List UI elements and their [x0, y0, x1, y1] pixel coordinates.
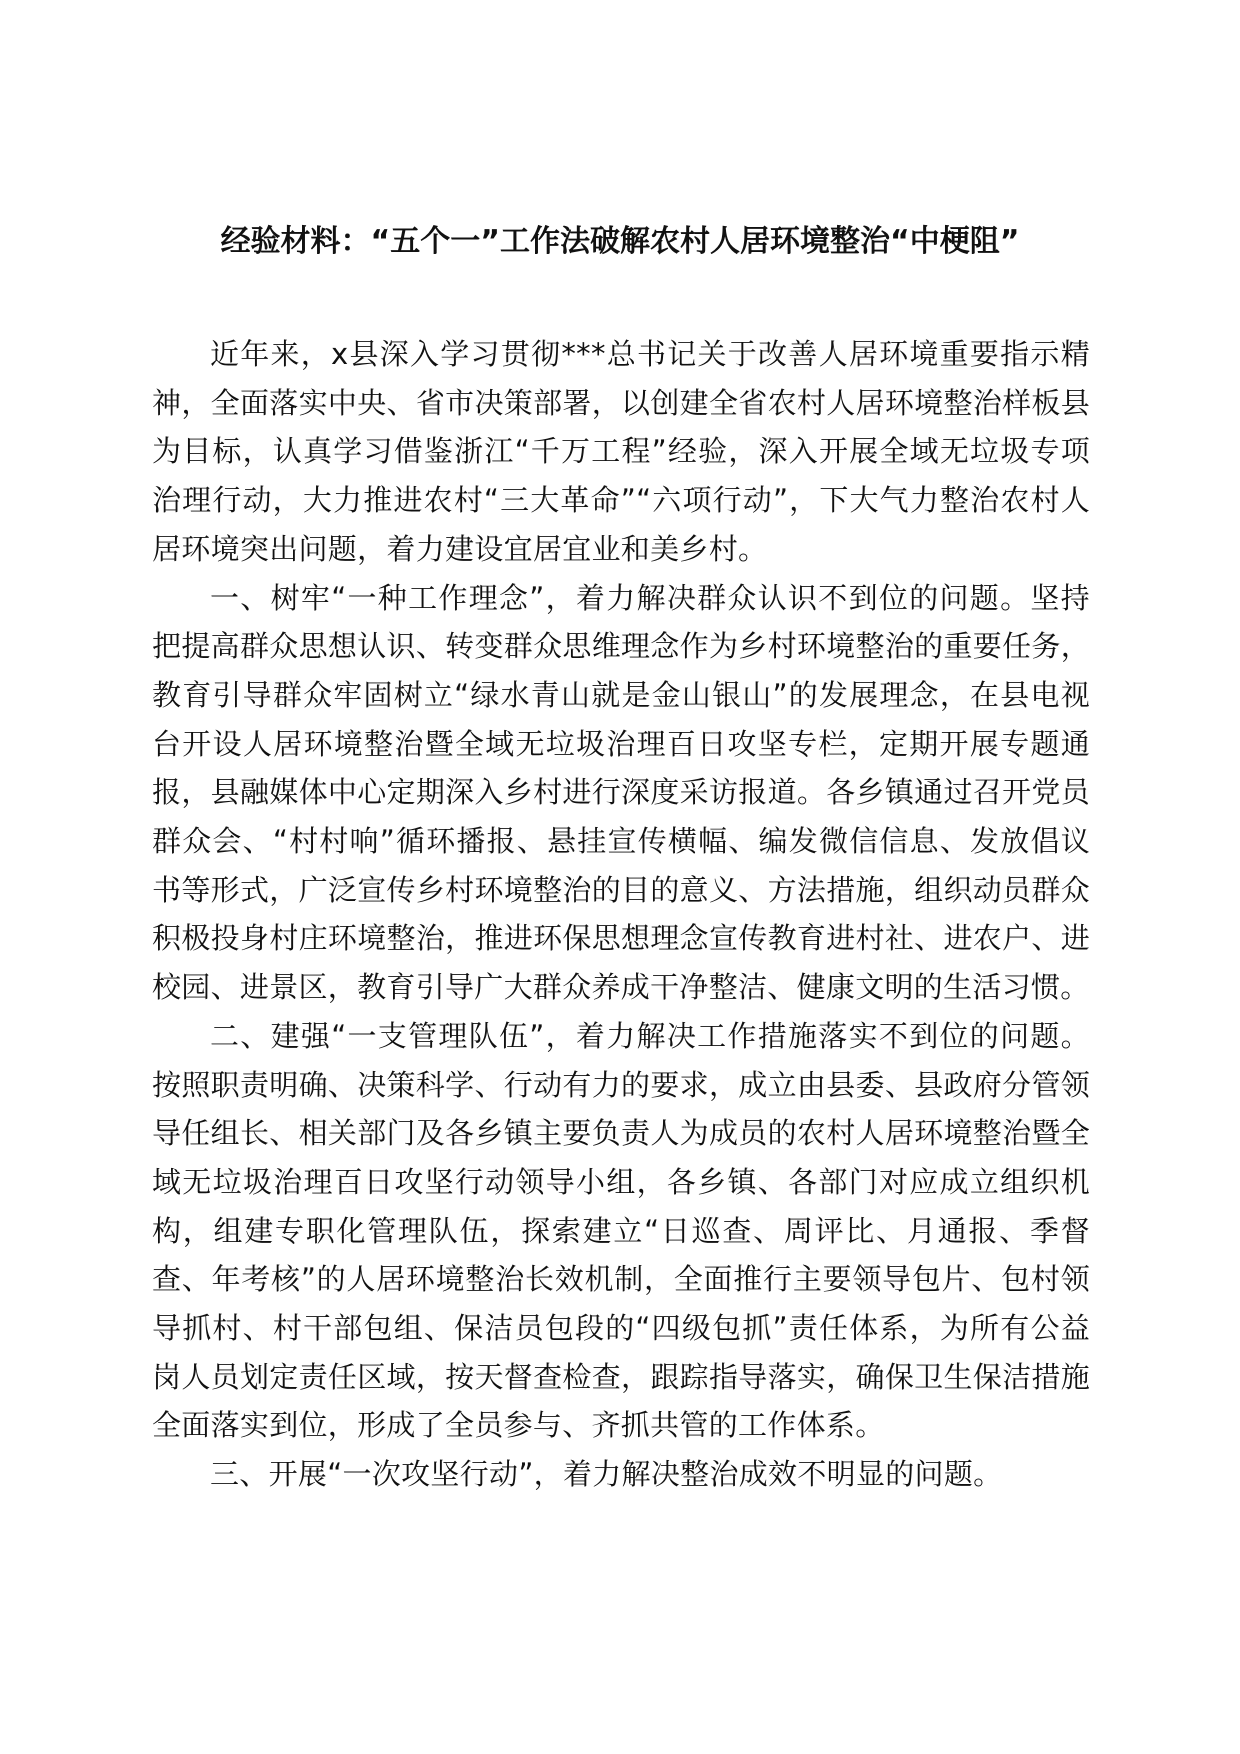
paragraph-section-1: 一、树牢“一种工作理念”，着力解决群众认识不到位的问题。坚持把提高群众思想认识、转变群众思维理念作为乡村环境整治的重要任务，教育引导群众牢固树立“绿水青山就是金山银山”的发展理念，在县电视台开设人居环境整治暨全域无垃圾治理百日攻坚专栏，定期开展专题通报，县融媒体中心定期深入乡村进行深度采访报道。各乡镇通过召开党员群众会、“村村响”循环播报、悬挂宣传横幅、编发微信信息、发放倡议书等形式，广泛宣传乡村环境整治的目的意义、方法措施，组织动员群众积极投身村庄环境整治，推进环保思想理念宣传教育进村社、进农户、进校园、进景区，教育引导广大群众养成干净整洁、健康文明的生活习惯。 — [152, 580, 1090, 1005]
document-title: 经验材料：“五个一”工作法破解农村人居环境整治“中梗阻” — [220, 224, 1020, 259]
paragraph-section-2: 二、建强“一支管理队伍”，着力解决工作措施落实不到位的问题。按照职责明确、决策科学、行动有力的要求，成立由县委、县政府分管领导任组长、相关部门及各乡镇主要负责人为成员的农村人居环境整治暨全域无垃圾治理百日攻坚行动领导小组，各乡镇、各部门对应成立组织机构，组建专职化管理队伍，探索建立“日巡查、周评比、月通报、季督查、年考核”的人居环境整治长效机制，全面推行主要领导包片、包村领导抓村、村干部包组、保洁员包段的“四级包抓”责任体系，为所有公益岗人员划定责任区域，按天督查检查，跟踪指导落实，确保卫生保洁措施全面落实到位，形成了全员参与、齐抓共管的工作体系。 — [152, 1018, 1090, 1443]
paragraph-intro: 近年来，x县深入学习贯彻***总书记关于改善人居环境重要指示精神，全面落实中央、省市决策部署，以创建全省农村人居环境整治样板县为目标，认真学习借鉴浙江“千万工程”经验，深入开展全域无垃圾专项治理行动，大力推进农村“三大革命”“六项行动”，下大气力整治农村人居环境突出问题，着力建设宜居宜业和美乡村。 — [152, 337, 1090, 566]
paragraph-section-3: 三、开展“一次攻坚行动”，着力解决整治成效不明显的问题。 — [210, 1457, 1003, 1492]
document-body — [152, 330, 1090, 1499]
